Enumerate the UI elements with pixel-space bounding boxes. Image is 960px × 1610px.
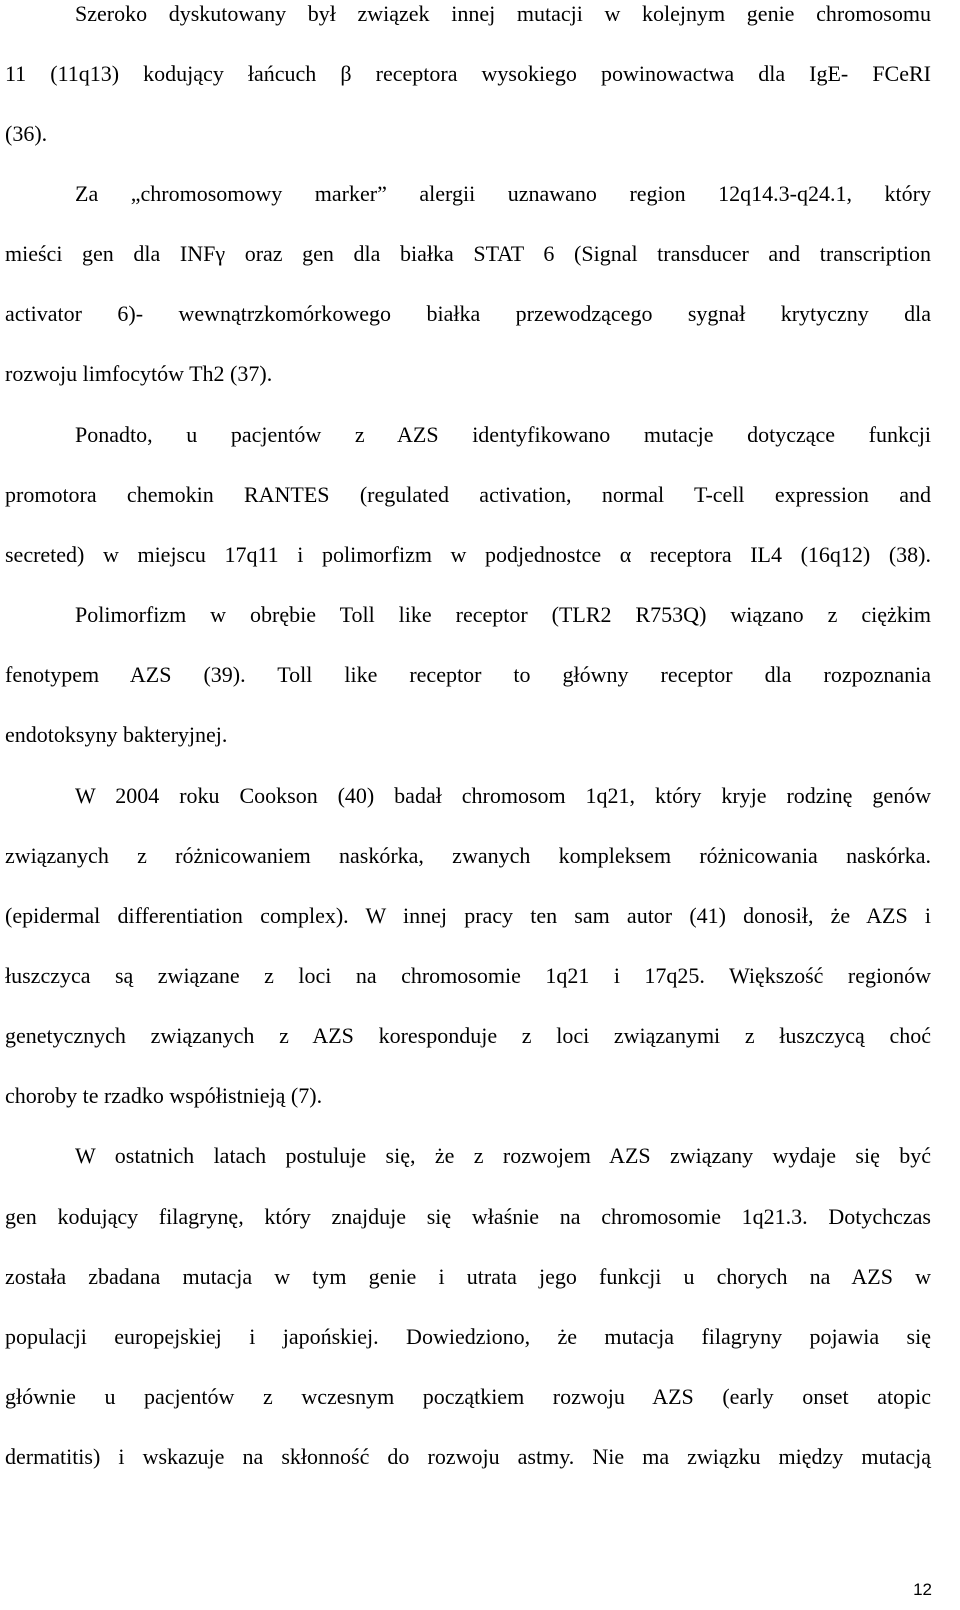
text-line: Ponadto, u pacjentów z AZS identyfikowano mutacje dotyczące funkcji [75, 422, 931, 447]
text-line: związanych z różnicowaniem naskórka, zwanych kompleksem różnicowania naskórka. [5, 843, 931, 868]
text-line: fenotypem AZS (39). Toll like receptor to główny receptor dla rozpoznania [5, 662, 931, 687]
text-line: 11 (11q13) kodujący łańcuch β receptora wysokiego powinowactwa dla IgE- FCeRI [5, 61, 931, 86]
text-line: endotoksyny bakteryjnej. [5, 722, 228, 747]
text-line: genetycznych związanych z AZS koresponduje z loci związanymi z łuszczycą choć [5, 1023, 931, 1048]
text-line: Polimorfizm w obrębie Toll like receptor (TLR2 R753Q) wiązano z ciężkim [75, 602, 931, 627]
text-line: gen kodujący filagrynę, który znajduje się właśnie na chromosomie 1q21.3. Dotychczas [5, 1204, 931, 1229]
text-line: łuszczyca są związane z loci na chromosomie 1q21 i 17q25. Większość regionów [5, 963, 931, 988]
text-line: mieści gen dla INFγ oraz gen dla białka STAT 6 (Signal transducer and transcription [5, 241, 931, 266]
text-line: dermatitis) i wskazuje na skłonność do rozwoju astmy. Nie ma związku między mutacją [5, 1444, 931, 1469]
page-number: 12 [913, 1580, 932, 1599]
text-line: choroby te rzadko współistnieją (7). [5, 1083, 323, 1108]
text-line: została zbadana mutacja w tym genie i utrata jego funkcji u chorych na AZS w [5, 1264, 931, 1289]
text-line: W ostatnich latach postuluje się, że z rozwojem AZS związany wydaje się być [75, 1143, 931, 1168]
text-line: rozwoju limfocytów Th2 (37). [5, 361, 273, 386]
text-line: Szeroko dyskutowany był związek innej mutacji w kolejnym genie chromosomu [75, 1, 931, 26]
text-line: głównie u pacjentów z wczesnym początkiem rozwoju AZS (early onset atopic [5, 1384, 931, 1409]
text-line: promotora chemokin RANTES (regulated activation, normal T-cell expression and [5, 482, 931, 507]
text-line: activator 6)- wewnątrzkomórkowego białka przewodzącego sygnał krytyczny dla [5, 301, 931, 326]
text-line: (36). [5, 121, 48, 146]
text-line: secreted) w miejscu 17q11 i polimorfizm w podjednostce α receptora IL4 (16q12) (38). [5, 542, 931, 567]
text-line: W 2004 roku Cookson (40) badał chromosom 1q21, który kryje rodzinę genów [75, 783, 931, 808]
text-line: (epidermal differentiation complex). W innej pracy ten sam autor (41) donosił, że AZS i [5, 903, 931, 928]
text-line: populacji europejskiej i japońskiej. Dowiedziono, że mutacja filagryny pojawia się [5, 1324, 931, 1349]
text-line: Za „chromosomowy marker” alergii uznawano region 12q14.3-q24.1, który [75, 181, 931, 206]
